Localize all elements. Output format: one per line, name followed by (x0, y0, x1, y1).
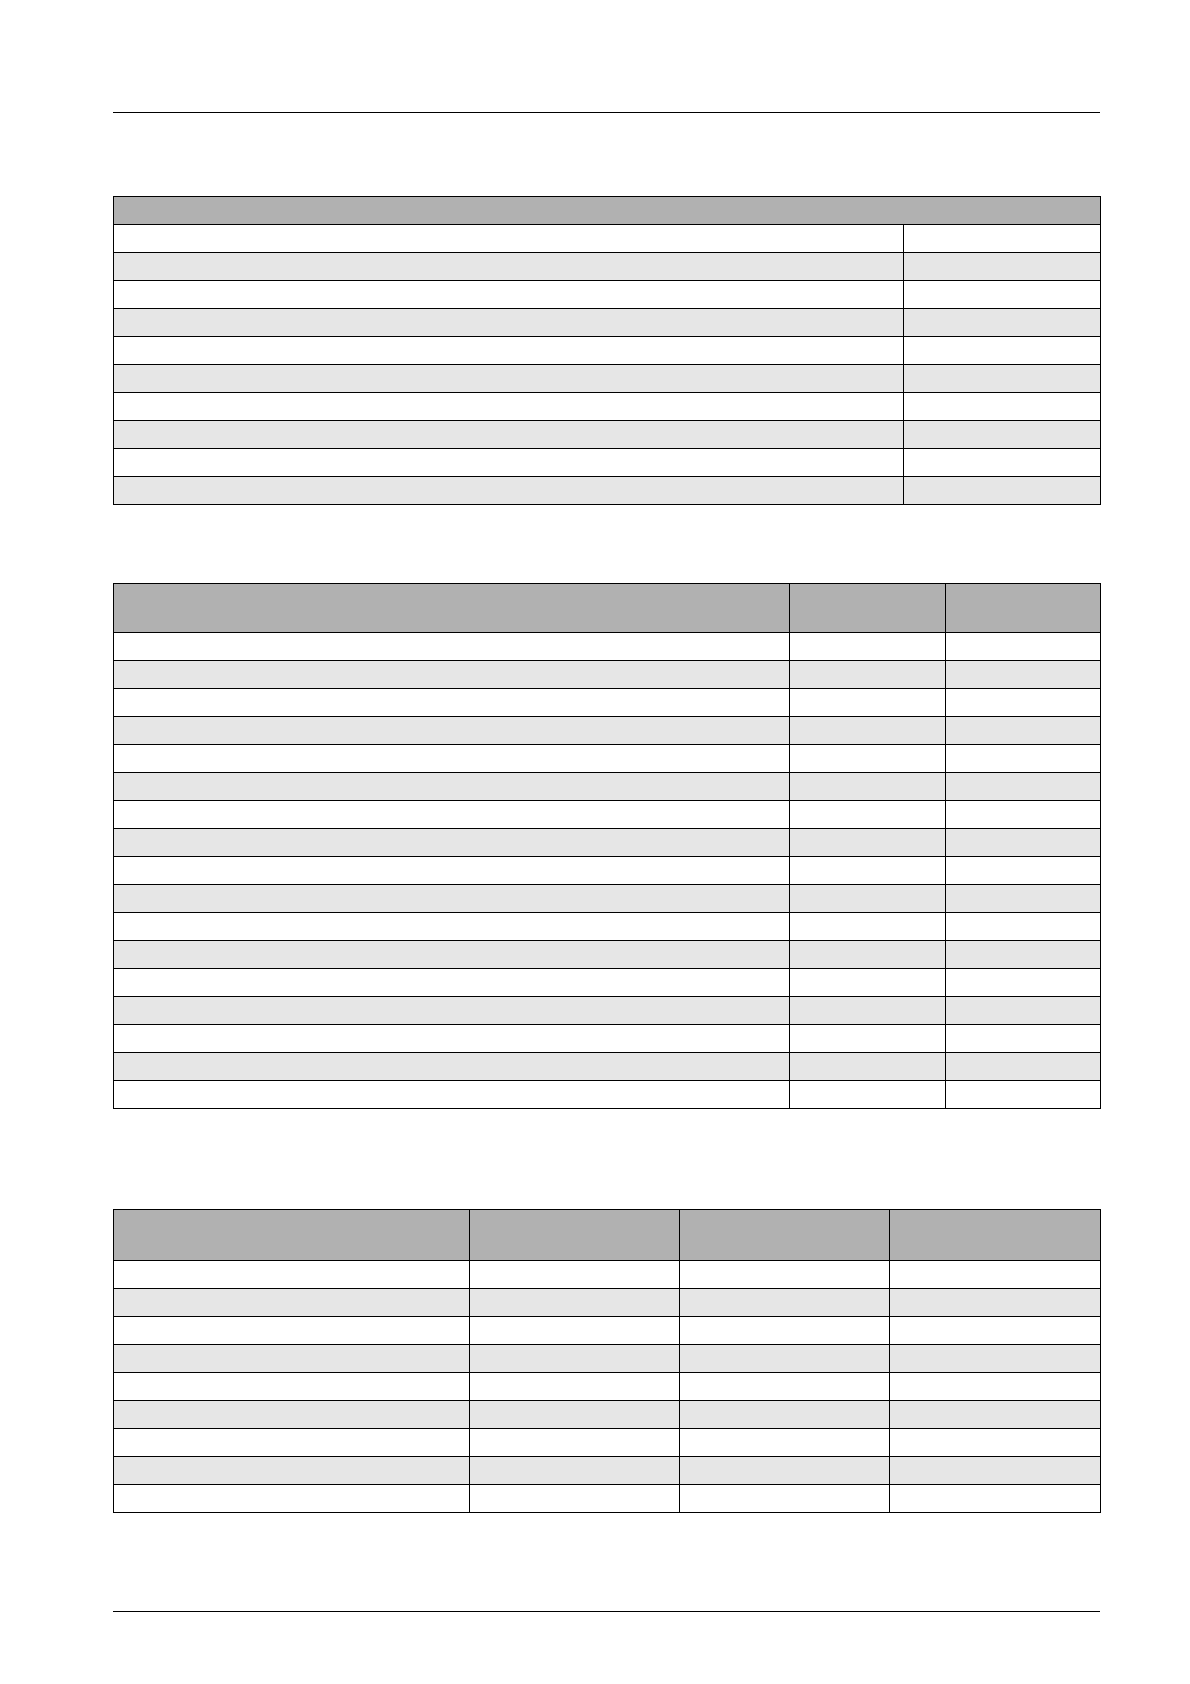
table-row (114, 393, 1101, 421)
table-cell (114, 1401, 470, 1429)
table-row (114, 309, 1101, 337)
table-row (114, 1025, 1101, 1053)
table-cell (114, 309, 904, 337)
table-cell (114, 1429, 470, 1457)
table-cell (680, 1289, 890, 1317)
table-cell (790, 913, 946, 941)
table-cell (680, 1261, 890, 1289)
table-cell (946, 661, 1101, 689)
table-2-header-cell (946, 584, 1101, 633)
table-1-body (114, 225, 1101, 505)
table-cell (904, 309, 1101, 337)
table-row (114, 717, 1101, 745)
table-cell (114, 225, 904, 253)
table-cell (946, 773, 1101, 801)
table-row (114, 1457, 1101, 1485)
table-row (114, 1401, 1101, 1429)
table-cell (790, 717, 946, 745)
table-cell (680, 1401, 890, 1429)
table-cell (790, 1081, 946, 1109)
table-row (114, 337, 1101, 365)
table-cell (890, 1457, 1101, 1485)
table-1 (113, 196, 1101, 505)
table-cell (114, 801, 790, 829)
table-cell (946, 717, 1101, 745)
table-cell (946, 1025, 1101, 1053)
table-cell (790, 997, 946, 1025)
table-row (114, 661, 1101, 689)
table-cell (790, 773, 946, 801)
table-cell (790, 885, 946, 913)
table-row (114, 365, 1101, 393)
table-cell (114, 717, 790, 745)
table-cell (114, 1373, 470, 1401)
table-cell (790, 801, 946, 829)
table-cell (680, 1317, 890, 1345)
table-cell (114, 885, 790, 913)
table-cell (114, 1457, 470, 1485)
table-cell (470, 1401, 680, 1429)
table-cell (470, 1345, 680, 1373)
table-cell (114, 633, 790, 661)
table-cell (114, 745, 790, 773)
table-cell (114, 1081, 790, 1109)
table-cell (680, 1485, 890, 1513)
table-cell (904, 337, 1101, 365)
table-cell (114, 337, 904, 365)
table-cell (946, 1081, 1101, 1109)
table-2-header-row (114, 584, 1101, 633)
table-cell (470, 1485, 680, 1513)
table-cell (114, 1345, 470, 1373)
table-row (114, 633, 1101, 661)
table-row (114, 1373, 1101, 1401)
table-cell (790, 857, 946, 885)
table-row (114, 281, 1101, 309)
table-1-header-cell (114, 197, 1101, 225)
header-rule (113, 112, 1100, 113)
table-cell (890, 1373, 1101, 1401)
table-cell (904, 477, 1101, 505)
table-row (114, 1261, 1101, 1289)
table-3-header-row (114, 1210, 1101, 1261)
table-cell (114, 253, 904, 281)
table-row (114, 857, 1101, 885)
table-cell (946, 689, 1101, 717)
table-2-header-cell (790, 584, 946, 633)
table-cell (470, 1373, 680, 1401)
table-cell (114, 857, 790, 885)
table-cell (114, 1317, 470, 1345)
table-row (114, 997, 1101, 1025)
table-cell (890, 1345, 1101, 1373)
table-row (114, 253, 1101, 281)
table-cell (114, 477, 904, 505)
table-cell (114, 997, 790, 1025)
table-cell (946, 829, 1101, 857)
table-cell (114, 913, 790, 941)
table-2-body (114, 633, 1101, 1109)
table-cell (790, 661, 946, 689)
table-2-header-cell (114, 584, 790, 633)
table-row (114, 773, 1101, 801)
table-cell (114, 281, 904, 309)
table-cell (790, 941, 946, 969)
table-cell (114, 661, 790, 689)
table-row (114, 449, 1101, 477)
table-cell (114, 393, 904, 421)
table-row (114, 1081, 1101, 1109)
table-cell (114, 773, 790, 801)
table-cell (946, 745, 1101, 773)
table-2 (113, 583, 1101, 1109)
table-cell (680, 1457, 890, 1485)
table-row (114, 1345, 1101, 1373)
table-row (114, 941, 1101, 969)
table-3-body (114, 1261, 1101, 1513)
table-cell (890, 1317, 1101, 1345)
table-row (114, 477, 1101, 505)
table-cell (946, 969, 1101, 997)
footer-rule (113, 1611, 1100, 1612)
table-cell (470, 1289, 680, 1317)
table-cell (904, 225, 1101, 253)
table-cell (680, 1429, 890, 1457)
table-cell (890, 1485, 1101, 1513)
table-cell (114, 421, 904, 449)
table-cell (114, 689, 790, 717)
table-cell (790, 969, 946, 997)
table-3-header-cell (470, 1210, 680, 1261)
table-cell (890, 1429, 1101, 1457)
table-cell (470, 1457, 680, 1485)
table-cell (114, 1025, 790, 1053)
table-cell (790, 745, 946, 773)
table-cell (680, 1373, 890, 1401)
table-cell (904, 449, 1101, 477)
table-row (114, 1485, 1101, 1513)
table-3-header-cell (680, 1210, 890, 1261)
table-row (114, 689, 1101, 717)
table-cell (790, 633, 946, 661)
table-cell (946, 1053, 1101, 1081)
table-cell (946, 633, 1101, 661)
table-row (114, 885, 1101, 913)
table-row (114, 829, 1101, 857)
table-cell (114, 829, 790, 857)
table-1-header-row (114, 197, 1101, 225)
table-cell (790, 689, 946, 717)
table-cell (790, 829, 946, 857)
table-cell (946, 913, 1101, 941)
table-row (114, 1053, 1101, 1081)
table-cell (114, 1261, 470, 1289)
table-cell (904, 365, 1101, 393)
table-cell (946, 997, 1101, 1025)
table-cell (114, 1289, 470, 1317)
table-row (114, 421, 1101, 449)
table-row (114, 1429, 1101, 1457)
table-cell (114, 969, 790, 997)
table-cell (470, 1317, 680, 1345)
table-cell (890, 1401, 1101, 1429)
table-3-header-cell (114, 1210, 470, 1261)
table-row (114, 801, 1101, 829)
table-row (114, 969, 1101, 997)
table-cell (114, 1053, 790, 1081)
table-cell (680, 1345, 890, 1373)
table-row (114, 913, 1101, 941)
table-cell (946, 857, 1101, 885)
table-cell (904, 253, 1101, 281)
table-row (114, 1317, 1101, 1345)
table-cell (790, 1053, 946, 1081)
table-cell (946, 941, 1101, 969)
table-cell (904, 393, 1101, 421)
table-cell (790, 1025, 946, 1053)
table-cell (904, 281, 1101, 309)
table-cell (114, 449, 904, 477)
table-cell (470, 1429, 680, 1457)
table-cell (470, 1261, 680, 1289)
table-row (114, 745, 1101, 773)
table-3 (113, 1209, 1101, 1513)
table-cell (114, 941, 790, 969)
table-cell (114, 365, 904, 393)
table-cell (904, 421, 1101, 449)
table-3-header-cell (890, 1210, 1101, 1261)
table-cell (946, 885, 1101, 913)
table-row (114, 1289, 1101, 1317)
table-cell (890, 1261, 1101, 1289)
table-cell (114, 1485, 470, 1513)
table-cell (890, 1289, 1101, 1317)
table-row (114, 225, 1101, 253)
table-cell (946, 801, 1101, 829)
